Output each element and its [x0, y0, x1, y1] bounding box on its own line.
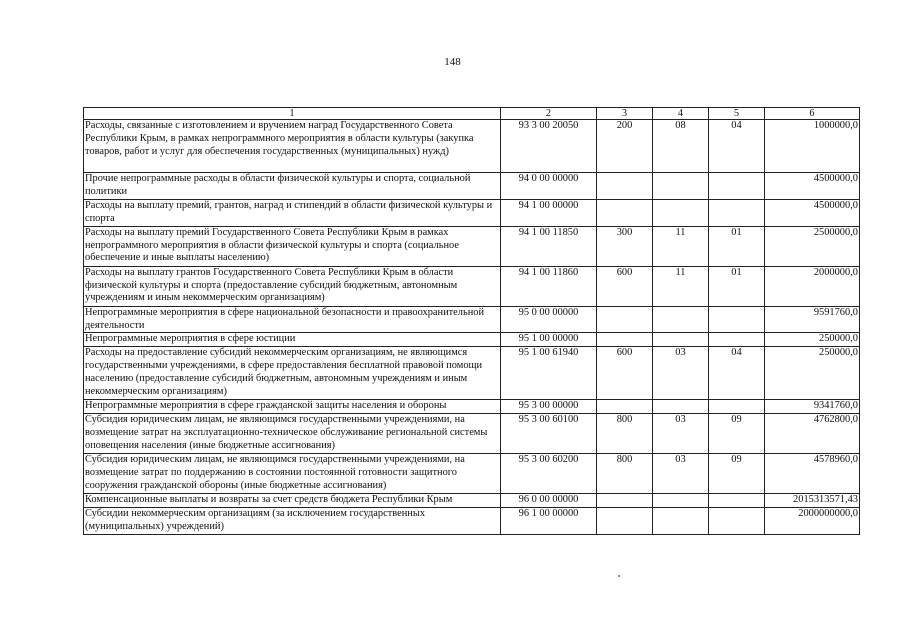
- header-row: [84, 108, 860, 120]
- row-col3: 800: [597, 414, 653, 454]
- page-number: 148: [444, 56, 461, 68]
- row-col4: 11: [653, 226, 709, 266]
- header-col-5: 5: [709, 108, 765, 120]
- row-col3: 300: [597, 226, 653, 266]
- row-code: 95 1 00 61940: [501, 347, 597, 400]
- row-col4: [653, 494, 709, 508]
- row-code: 95 0 00 00000: [501, 306, 597, 333]
- row-code: 94 1 00 00000: [501, 199, 597, 226]
- row-col4: [653, 400, 709, 414]
- table-row: [84, 333, 860, 347]
- header-col-6: 6: [765, 108, 860, 120]
- row-col4: 03: [653, 454, 709, 494]
- row-col5: 09: [709, 414, 765, 454]
- row-name: Субсидия юридическим лицам, не являющимся государственными учреждениями, на возмещение затрат по поддержанию в состоянии постоянной готовности защитного сооружения гражданской обороны (иные бюджетные ассигнования): [84, 454, 501, 494]
- row-col4: 11: [653, 266, 709, 306]
- row-code: 95 3 00 00000: [501, 400, 597, 414]
- row-sum: 4500000,0: [765, 173, 860, 200]
- table-row: [84, 266, 860, 306]
- row-col4: [653, 333, 709, 347]
- row-code: 95 3 00 60200: [501, 454, 597, 494]
- header-col-2: 2: [501, 108, 597, 120]
- row-name: Субсидия юридическим лицам, не являющимся государственными учреждениями, на возмещение затрат на эксплуатационно-техническое обслуживание региональной системы оповещения населения (иные бюджетные ассигнования): [84, 414, 501, 454]
- row-name: Расходы на выплату премий, грантов, наград и стипендий в области физической культуры и спорта: [84, 199, 501, 226]
- row-col3: [597, 508, 653, 535]
- table-row: [84, 306, 860, 333]
- row-name: Компенсационные выплаты и возвраты за счет средств бюджета Республики Крым: [84, 494, 501, 508]
- scan-speck: [618, 575, 620, 577]
- row-code: 94 1 00 11850: [501, 226, 597, 266]
- row-sum: 1000000,0: [765, 120, 860, 173]
- row-code: 93 3 00 20050: [501, 120, 597, 173]
- table-row: [84, 199, 860, 226]
- row-name: Субсидии некоммерческим организациям (за исключением государственных (муниципальных) учреждений): [84, 508, 501, 535]
- row-col5: 09: [709, 454, 765, 494]
- row-col3: [597, 306, 653, 333]
- row-col5: [709, 494, 765, 508]
- row-col3: 800: [597, 454, 653, 494]
- row-col4: 03: [653, 347, 709, 400]
- header-col-4: 4: [653, 108, 709, 120]
- row-col4: [653, 508, 709, 535]
- row-name: Непрограммные мероприятия в сфере гражданской защиты населения и обороны: [84, 400, 501, 414]
- row-col5: 01: [709, 266, 765, 306]
- row-col5: [709, 306, 765, 333]
- row-col4: 03: [653, 414, 709, 454]
- row-col3: [597, 199, 653, 226]
- row-name: Расходы на выплату премий Государственного Совета Республики Крым в рамках непрограммного мероприятия в области физической культуры и спорта (социальное обеспечение и иные выплаты населению): [84, 226, 501, 266]
- row-col3: [597, 400, 653, 414]
- row-col5: [709, 508, 765, 535]
- row-sum: 250000,0: [765, 333, 860, 347]
- table-row: [84, 454, 860, 494]
- row-code: 94 1 00 11860: [501, 266, 597, 306]
- row-col4: 08: [653, 120, 709, 173]
- row-sum: 2000000,0: [765, 266, 860, 306]
- table-row: [84, 347, 860, 400]
- row-col3: [597, 494, 653, 508]
- row-sum: 4500000,0: [765, 199, 860, 226]
- header-col-1: 1: [84, 108, 501, 120]
- row-col5: [709, 199, 765, 226]
- row-col5: 01: [709, 226, 765, 266]
- table-row: [84, 414, 860, 454]
- table-row: [84, 226, 860, 266]
- row-code: 96 1 00 00000: [501, 508, 597, 535]
- row-name: Непрограммные мероприятия в сфере национальной безопасности и правоохранительной деятельности: [84, 306, 501, 333]
- row-code: 95 3 00 60100: [501, 414, 597, 454]
- row-name: Прочие непрограммные расходы в области физической культуры и спорта, социальной политики: [84, 173, 501, 200]
- table-row: [84, 508, 860, 535]
- row-col3: 200: [597, 120, 653, 173]
- header-col-3: 3: [597, 108, 653, 120]
- row-sum: 250000,0: [765, 347, 860, 400]
- row-col5: [709, 400, 765, 414]
- row-name: Расходы на выплату грантов Государственного Совета Республики Крым в области физической культуры и спорта (предоставление субсидий бюджетным, автономным учреждениям и иным некоммерческим организациям): [84, 266, 501, 306]
- row-col4: [653, 199, 709, 226]
- table-row: [84, 173, 860, 200]
- row-sum: 2000000000,0: [765, 508, 860, 535]
- row-sum: 2015313571,43: [765, 494, 860, 508]
- row-sum: 2500000,0: [765, 226, 860, 266]
- row-name: Расходы на предоставление субсидий некоммерческим организациям, не являющимся государственными учреждениями, в сфере предоставления бесплатной правовой помощи населению (предоставление субсидий бюджетным, автономным учреждениям и иным некоммерческим организациям): [84, 347, 501, 400]
- budget-table: [83, 107, 860, 535]
- row-sum: 4762800,0: [765, 414, 860, 454]
- row-col4: [653, 173, 709, 200]
- row-code: 95 1 00 00000: [501, 333, 597, 347]
- row-col5: [709, 173, 765, 200]
- row-sum: 9341760,0: [765, 400, 860, 414]
- row-col3: 600: [597, 347, 653, 400]
- row-col5: 04: [709, 347, 765, 400]
- row-col5: [709, 333, 765, 347]
- row-col3: [597, 333, 653, 347]
- row-col3: 600: [597, 266, 653, 306]
- row-name: Непрограммные мероприятия в сфере юстиции: [84, 333, 501, 347]
- table-row: [84, 120, 860, 173]
- table-row: [84, 400, 860, 414]
- row-sum: 4578960,0: [765, 454, 860, 494]
- row-name: Расходы, связанные с изготовлением и вручением наград Государственного Совета Республики Крым, в рамках непрограммного мероприятия в области культуры (закупка товаров, работ и услуг для обеспечения государственных (муниципальных) нужд): [84, 120, 501, 173]
- row-col3: [597, 173, 653, 200]
- table-row: [84, 494, 860, 508]
- row-col4: [653, 306, 709, 333]
- row-sum: 9591760,0: [765, 306, 860, 333]
- row-code: 96 0 00 00000: [501, 494, 597, 508]
- row-col5: 04: [709, 120, 765, 173]
- row-code: 94 0 00 00000: [501, 173, 597, 200]
